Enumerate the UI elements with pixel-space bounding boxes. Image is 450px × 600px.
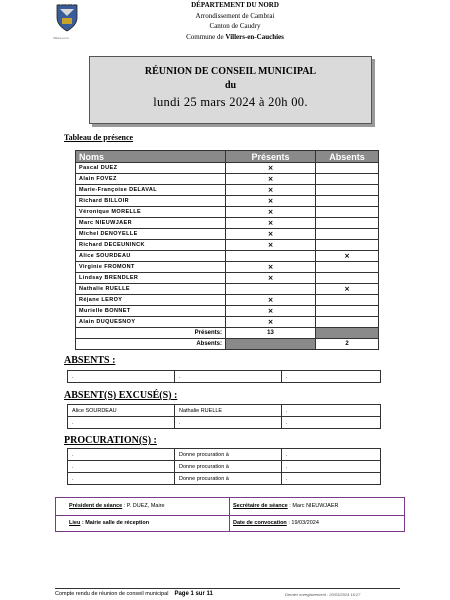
commune-name: Villers-en-Cauchies (225, 32, 284, 41)
excused-cell: Nathalie RUELLE (175, 405, 282, 417)
member-name: Lindsay BRENDLER (76, 273, 226, 284)
meeting-title-box (89, 56, 372, 124)
absents-row (68, 371, 381, 383)
present-mark: × (226, 174, 316, 185)
excused-cell: . (68, 417, 175, 429)
presence-row (76, 273, 379, 284)
presence-body (76, 163, 379, 328)
absent-mark (316, 240, 379, 251)
total-absent-row (76, 339, 379, 350)
present-mark (226, 284, 316, 295)
procuration-cell: Donne procuration à (175, 449, 282, 461)
presence-row (76, 284, 379, 295)
procuration-cell: . (282, 473, 381, 485)
presence-header-row (76, 151, 379, 163)
present-mark (226, 251, 316, 262)
procuration-cell: . (68, 461, 175, 473)
col-header-names: Noms (76, 151, 226, 163)
present-mark: × (226, 262, 316, 273)
presence-row (76, 207, 379, 218)
presence-row (76, 295, 379, 306)
total-absent-blank (226, 339, 316, 350)
absent-mark (316, 317, 379, 328)
president-value: : P. DUEZ, Maire (122, 503, 165, 509)
excused-label: ABSENT(S) EXCUSÉ(S) : (64, 390, 178, 401)
procuration-row (68, 449, 381, 461)
place-value: : Mairie salle de réception (80, 520, 150, 526)
excused-cell: . (175, 417, 282, 429)
present-mark: × (226, 207, 316, 218)
commune-crest-icon (56, 4, 78, 32)
procuration-cell: . (282, 461, 381, 473)
absent-mark (316, 185, 379, 196)
procuration-row (68, 461, 381, 473)
arrondissement-name: Arrondissement de Cambrai (195, 11, 275, 20)
presence-row (76, 185, 379, 196)
member-name: Richard BILLOIR (76, 196, 226, 207)
present-mark: × (226, 196, 316, 207)
member-name: Murielle BONNET (76, 306, 226, 317)
absent-mark (316, 218, 379, 229)
procurations-table (67, 448, 381, 485)
presence-row (76, 229, 379, 240)
member-name: Pascal DUEZ (76, 163, 226, 174)
document-header (150, 0, 320, 42)
present-mark: × (226, 185, 316, 196)
member-name: Virginie FROMONT (76, 262, 226, 273)
member-name: Marie-Françoise DELAVAL (76, 185, 226, 196)
procuration-cell: . (282, 449, 381, 461)
president-label: Président de séance (69, 503, 123, 509)
department-name: DÉPARTEMENT DU NORD (191, 1, 279, 9)
total-absent-label: Absents: (76, 339, 226, 350)
member-name: Alice SOURDEAU (76, 251, 226, 262)
absent-mark (316, 196, 379, 207)
present-mark: × (226, 295, 316, 306)
procuration-cell: . (68, 449, 175, 461)
presence-row (76, 163, 379, 174)
member-name: Alain FOVEZ (76, 174, 226, 185)
member-name: Richard DECEUNINCK (76, 240, 226, 251)
excused-row (68, 417, 381, 429)
convocation-field (233, 520, 319, 526)
presence-row (76, 218, 379, 229)
col-header-absent: Absents (316, 151, 379, 163)
excused-cell: Alice SOURDEAU (68, 405, 175, 417)
present-mark: × (226, 306, 316, 317)
officers-box (55, 497, 405, 532)
secretary-value: : Marc NIEUWJAER (287, 503, 339, 509)
procurations-label: PROCURATION(S) : (64, 435, 157, 446)
officers-divider (56, 515, 404, 516)
member-name: Marc NIEUWJAER (76, 218, 226, 229)
secretary-field (233, 503, 338, 509)
total-present-row (76, 328, 379, 339)
absent-mark (316, 295, 379, 306)
absents-cell: . (282, 371, 381, 383)
page-footer (55, 591, 361, 597)
crest-caption: Villers-en-C. (53, 36, 70, 40)
presence-section-label: Tableau de présence (64, 133, 134, 142)
member-name: Alain DUQUESNOY (76, 317, 226, 328)
presence-row (76, 317, 379, 328)
total-present-value: 13 (226, 328, 316, 339)
excused-row (68, 405, 381, 417)
member-name: Michel DENOYELLE (76, 229, 226, 240)
absent-mark (316, 273, 379, 284)
presence-row (76, 262, 379, 273)
absent-mark (316, 163, 379, 174)
excused-cell: . (282, 417, 381, 429)
footer-page-number: Page 1 sur 11 (174, 591, 213, 597)
meeting-title-du: du (224, 80, 237, 91)
meeting-date: lundi 25 mars 2024 à 20h 00. (153, 95, 308, 109)
absent-mark (316, 229, 379, 240)
absent-mark: × (316, 284, 379, 295)
footer-last-saved: Dernier enregistrement : 20/03/2024 16:27 (285, 592, 361, 597)
absent-mark (316, 174, 379, 185)
canton-name: Canton de Caudry (209, 22, 261, 30)
present-mark: × (226, 229, 316, 240)
member-name: Véronique MORELLE (76, 207, 226, 218)
presence-row (76, 240, 379, 251)
absent-mark: × (316, 251, 379, 262)
present-mark: × (226, 240, 316, 251)
member-name: Réjane LEROY (76, 295, 226, 306)
absent-mark (316, 306, 379, 317)
presence-row (76, 174, 379, 185)
present-mark: × (226, 273, 316, 284)
presence-row (76, 196, 379, 207)
secretary-label: Secrétaire de séance (233, 503, 288, 509)
presence-table (75, 150, 379, 350)
present-mark: × (226, 163, 316, 174)
presence-row (76, 306, 379, 317)
excused-table (67, 404, 381, 429)
footer-document-name: Compte rendu de réunion de conseil municipal (55, 591, 169, 597)
meeting-title: RÉUNION DE CONSEIL MUNICIPAL (144, 66, 317, 77)
absent-mark (316, 207, 379, 218)
convocation-value: : 19/03/2024 (286, 520, 319, 526)
footer-rule (55, 588, 400, 589)
member-name: Nathalie RUELLE (76, 284, 226, 295)
commune-line (150, 32, 320, 43)
absents-cell: . (175, 371, 282, 383)
absents-table (67, 370, 381, 383)
absents-label: ABSENTS : (64, 355, 116, 366)
col-header-present: Présents (226, 151, 316, 163)
total-present-blank (316, 328, 379, 339)
presence-row (76, 251, 379, 262)
place-field (69, 520, 149, 526)
commune-prefix: Commune de (186, 32, 226, 41)
procuration-cell: Donne procuration à (175, 461, 282, 473)
absent-mark (316, 262, 379, 273)
procuration-cell: . (68, 473, 175, 485)
present-mark: × (226, 218, 316, 229)
procuration-row (68, 473, 381, 485)
absents-cell: . (68, 371, 175, 383)
total-absent-value: 2 (316, 339, 379, 350)
officers-divider (229, 498, 230, 531)
president-field (69, 503, 165, 509)
procuration-cell: Donne procuration à (175, 473, 282, 485)
convocation-label: Date de convocation (233, 520, 287, 526)
place-label: Lieu (69, 520, 81, 526)
excused-cell: . (282, 405, 381, 417)
total-present-label: Présents: (76, 328, 226, 339)
present-mark: × (226, 317, 316, 328)
